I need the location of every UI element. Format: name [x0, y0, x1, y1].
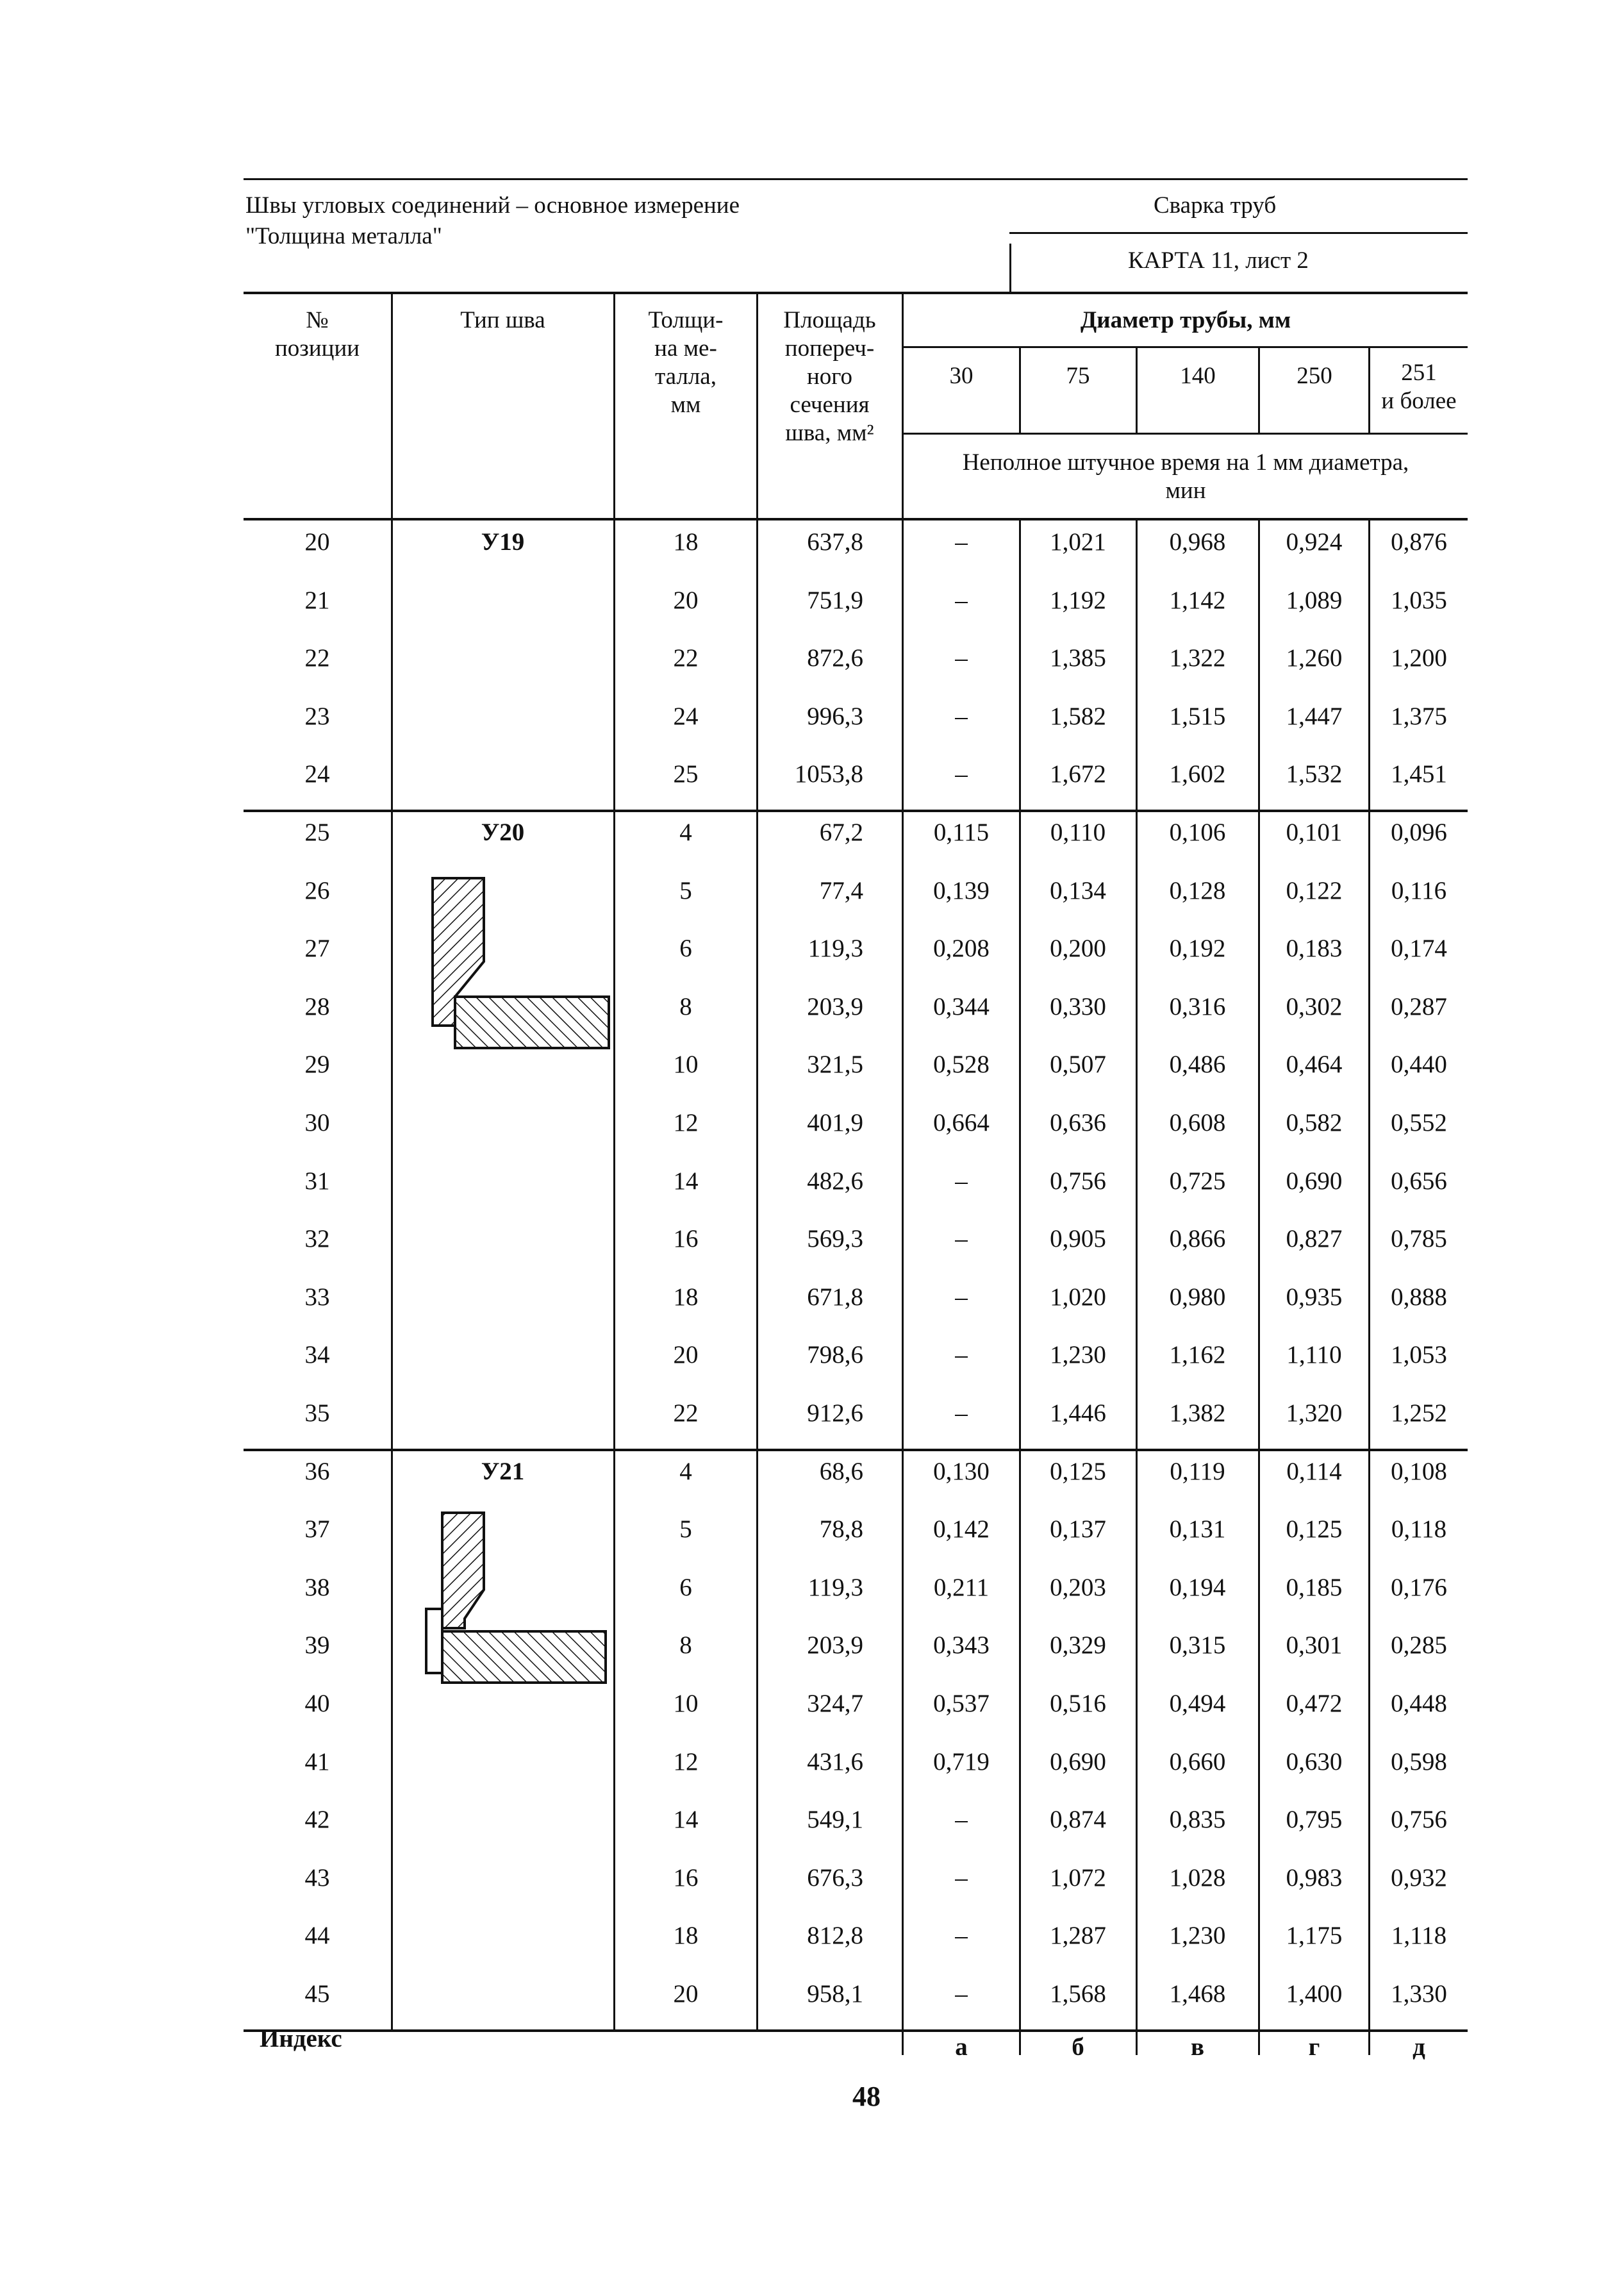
- time-note-rule: [904, 433, 1468, 435]
- column-rule: [613, 519, 615, 2029]
- row-time-value: 0,582: [1286, 1109, 1343, 1136]
- row-thickness: 20: [673, 1341, 699, 1369]
- vline-header-6: [1136, 346, 1138, 434]
- row-position: 43: [304, 1863, 330, 1892]
- row-time-value: –: [955, 528, 968, 556]
- row-time-value: –: [955, 644, 968, 672]
- row-time-value: 0,552: [1391, 1109, 1447, 1136]
- diameter-140: 140: [1180, 363, 1216, 389]
- row-thickness: 18: [673, 1922, 699, 1950]
- row-time-value: 0,142: [933, 1515, 990, 1544]
- row-position: 30: [304, 1109, 330, 1136]
- row-thickness: 18: [673, 1283, 699, 1311]
- row-time-value: 0,516: [1050, 1690, 1106, 1717]
- row-time-value: 0,200: [1050, 935, 1106, 963]
- row-thickness: 14: [673, 1167, 699, 1195]
- column-rule: [1258, 519, 1260, 2029]
- row-position: 37: [304, 1515, 330, 1544]
- row-time-value: 0,932: [1391, 1863, 1447, 1892]
- row-time-value: 0,192: [1169, 935, 1226, 963]
- row-time-value: –: [955, 702, 968, 730]
- weld-type-label: У20: [481, 819, 525, 846]
- row-time-value: 1,582: [1050, 702, 1106, 730]
- index-tick: [902, 2029, 904, 2055]
- row-position: 20: [304, 528, 330, 556]
- row-area: 482,6: [807, 1167, 863, 1195]
- row-time-value: 0,106: [1169, 819, 1226, 846]
- row-position: 28: [304, 992, 330, 1020]
- row-position: 36: [304, 1457, 330, 1485]
- row-time-value: 0,285: [1391, 1631, 1447, 1660]
- row-area: 203,9: [807, 992, 863, 1020]
- row-time-value: –: [955, 1863, 968, 1892]
- row-time-value: 1,322: [1169, 644, 1226, 672]
- weld-type-label: У21: [481, 1457, 525, 1485]
- row-time-value: 1,028: [1169, 1863, 1226, 1892]
- index-tick: [1258, 2029, 1260, 2055]
- row-time-value: 0,344: [933, 992, 990, 1020]
- index-letter: б: [1072, 2033, 1084, 2061]
- row-time-value: 0,464: [1286, 1051, 1343, 1079]
- row-time-value: 0,656: [1391, 1167, 1447, 1195]
- row-thickness: 20: [673, 586, 699, 614]
- row-time-value: 0,176: [1391, 1573, 1447, 1601]
- row-time-value: 0,208: [933, 935, 990, 963]
- row-area: 119,3: [808, 1573, 863, 1601]
- row-time-value: 0,983: [1286, 1863, 1343, 1892]
- row-area: 996,3: [807, 702, 863, 730]
- row-time-value: 0,110: [1050, 819, 1106, 846]
- row-time-value: 0,139: [933, 876, 990, 904]
- row-time-value: 0,486: [1169, 1051, 1226, 1079]
- weld-diagram-u21: [420, 1500, 612, 1699]
- row-time-value: 0,719: [933, 1747, 990, 1776]
- row-time-value: 0,660: [1169, 1747, 1226, 1776]
- row-thickness: 22: [673, 644, 699, 672]
- row-time-value: 1,230: [1169, 1922, 1226, 1950]
- row-position: 40: [304, 1690, 330, 1717]
- row-area: 431,6: [807, 1747, 863, 1776]
- row-time-value: 0,101: [1286, 819, 1343, 846]
- diameter-251-plus: 251 и более: [1381, 360, 1457, 414]
- row-time-value: 0,785: [1391, 1225, 1447, 1253]
- row-position: 44: [304, 1922, 330, 1950]
- row-position: 24: [304, 760, 330, 788]
- row-time-value: 0,287: [1391, 992, 1447, 1020]
- row-position: 38: [304, 1573, 330, 1601]
- row-time-value: 1,142: [1169, 586, 1226, 614]
- col-head-type: Тип шва: [460, 307, 545, 333]
- row-time-value: 1,602: [1169, 760, 1226, 788]
- row-time-value: 0,608: [1169, 1109, 1226, 1136]
- row-area: 912,6: [807, 1399, 863, 1427]
- row-time-value: 1,385: [1050, 644, 1106, 672]
- row-time-value: 0,118: [1391, 1515, 1447, 1544]
- card-divider-vertical: [1009, 244, 1011, 292]
- row-time-value: 0,866: [1169, 1225, 1226, 1253]
- row-time-value: 1,053: [1391, 1341, 1447, 1369]
- row-time-value: 1,672: [1050, 760, 1106, 788]
- row-time-value: 1,446: [1050, 1399, 1106, 1427]
- row-time-value: 0,827: [1286, 1225, 1343, 1253]
- col-head-thickness: Толщи- на ме- талла, мм: [648, 307, 724, 418]
- row-time-value: 0,980: [1169, 1283, 1226, 1311]
- row-time-value: 1,035: [1391, 586, 1447, 614]
- time-note: Неполное штучное время на 1 мм диаметра, мин: [962, 449, 1409, 504]
- row-time-value: –: [955, 1980, 968, 2008]
- row-time-value: 0,114: [1286, 1457, 1342, 1485]
- row-thickness: 20: [673, 1980, 699, 2008]
- row-time-value: 1,532: [1286, 760, 1343, 788]
- column-rule: [756, 519, 758, 2029]
- row-time-value: 0,795: [1286, 1806, 1343, 1834]
- row-position: 42: [304, 1806, 330, 1834]
- row-position: 35: [304, 1399, 330, 1427]
- row-position: 23: [304, 702, 330, 730]
- row-position: 33: [304, 1283, 330, 1311]
- vline-header-3: [756, 292, 758, 519]
- row-time-value: 0,125: [1050, 1457, 1106, 1485]
- row-thickness: 18: [673, 528, 699, 556]
- diameter-75: 75: [1066, 363, 1090, 389]
- row-time-value: 1,320: [1286, 1399, 1343, 1427]
- row-time-value: 1,330: [1391, 1980, 1447, 2008]
- row-thickness: 22: [673, 1399, 699, 1427]
- row-time-value: 0,119: [1170, 1457, 1225, 1485]
- column-rule: [902, 519, 904, 2029]
- diameter-250: 250: [1297, 363, 1332, 389]
- column-rule: [391, 519, 393, 2029]
- row-position: 27: [304, 935, 330, 963]
- row-time-value: 0,630: [1286, 1747, 1343, 1776]
- weld-type-label: У19: [481, 528, 525, 556]
- row-thickness: 4: [679, 819, 692, 846]
- row-time-value: 1,260: [1286, 644, 1343, 672]
- row-area: 812,8: [807, 1922, 863, 1950]
- row-time-value: 0,128: [1169, 876, 1226, 904]
- row-time-value: 0,302: [1286, 992, 1343, 1020]
- row-time-value: –: [955, 760, 968, 788]
- row-time-value: 1,451: [1391, 760, 1447, 788]
- page-number: 48: [852, 2081, 881, 2112]
- col-head-diameter: Диаметр трубы, мм: [1080, 307, 1291, 333]
- row-time-value: 1,110: [1286, 1341, 1342, 1369]
- row-time-value: 1,515: [1169, 702, 1226, 730]
- row-time-value: 1,162: [1169, 1341, 1226, 1369]
- row-time-value: 0,125: [1286, 1515, 1343, 1544]
- row-area: 1053,8: [794, 760, 863, 788]
- row-time-value: 0,343: [933, 1631, 990, 1660]
- row-area: 67,2: [819, 819, 863, 846]
- row-time-value: 0,690: [1286, 1167, 1343, 1195]
- row-area: 676,3: [807, 1863, 863, 1892]
- row-time-value: 0,130: [933, 1457, 990, 1485]
- row-area: 671,8: [807, 1283, 863, 1311]
- row-time-value: 1,568: [1050, 1980, 1106, 2008]
- vline-header-7: [1258, 346, 1260, 434]
- column-rule: [1136, 519, 1138, 2029]
- row-time-value: 0,664: [933, 1109, 990, 1136]
- row-time-value: 1,382: [1169, 1399, 1226, 1427]
- row-time-value: 0,968: [1169, 528, 1226, 556]
- row-time-value: 0,134: [1050, 876, 1106, 904]
- row-time-value: 1,020: [1050, 1283, 1106, 1311]
- row-time-value: 0,194: [1169, 1573, 1226, 1601]
- row-time-value: –: [955, 1399, 968, 1427]
- row-thickness: 4: [679, 1457, 692, 1485]
- row-time-value: 0,905: [1050, 1225, 1106, 1253]
- row-time-value: 0,203: [1050, 1573, 1106, 1601]
- row-time-value: 0,174: [1391, 935, 1447, 963]
- row-time-value: 0,211: [933, 1573, 990, 1601]
- row-time-value: 1,072: [1050, 1863, 1106, 1892]
- row-area: 203,9: [807, 1631, 863, 1660]
- row-time-value: 0,472: [1286, 1690, 1343, 1717]
- vline-header-2: [613, 292, 615, 519]
- row-area: 68,6: [819, 1457, 863, 1485]
- vline-header-4: [902, 292, 904, 519]
- row-thickness: 16: [673, 1863, 699, 1892]
- vline-header-5: [1019, 346, 1021, 434]
- row-time-value: 0,330: [1050, 992, 1106, 1020]
- vline-header-1: [391, 292, 393, 519]
- row-time-value: 0,108: [1391, 1457, 1447, 1485]
- row-position: 22: [304, 644, 330, 672]
- row-time-value: 1,175: [1286, 1922, 1343, 1950]
- row-time-value: 0,185: [1286, 1573, 1343, 1601]
- row-thickness: 24: [673, 702, 699, 730]
- weld-diagram-u20: [420, 865, 612, 1058]
- row-time-value: 0,924: [1286, 528, 1343, 556]
- row-position: 45: [304, 1980, 330, 2008]
- row-area: 549,1: [807, 1806, 863, 1834]
- row-time-value: 0,537: [933, 1690, 990, 1717]
- row-time-value: 1,468: [1169, 1980, 1226, 2008]
- row-position: 34: [304, 1341, 330, 1369]
- row-time-value: 1,089: [1286, 586, 1343, 614]
- row-time-value: 1,400: [1286, 1980, 1343, 2008]
- row-time-value: 0,888: [1391, 1283, 1447, 1311]
- index-letter: а: [955, 2033, 968, 2061]
- row-thickness: 10: [673, 1690, 699, 1717]
- row-time-value: 1,287: [1050, 1922, 1106, 1950]
- row-time-value: 0,315: [1169, 1631, 1226, 1660]
- card-section-title: Сварка труб: [1154, 192, 1277, 219]
- row-area: 401,9: [807, 1109, 863, 1136]
- group-rule: [244, 1449, 1468, 1451]
- row-time-value: 0,448: [1391, 1690, 1447, 1717]
- row-time-value: 0,507: [1050, 1051, 1106, 1079]
- row-time-value: 0,131: [1169, 1515, 1226, 1544]
- row-time-value: 0,876: [1391, 528, 1447, 556]
- column-rule: [1019, 519, 1021, 2029]
- row-time-value: 0,301: [1286, 1631, 1343, 1660]
- index-letter: в: [1190, 2033, 1205, 2061]
- row-time-value: 0,756: [1391, 1806, 1447, 1834]
- row-position: 39: [304, 1631, 330, 1660]
- row-position: 26: [304, 876, 330, 904]
- index-label: Индекс: [260, 2025, 342, 2052]
- index-tick: [1136, 2029, 1138, 2055]
- row-time-value: 0,137: [1050, 1515, 1106, 1544]
- row-area: 119,3: [808, 935, 863, 963]
- diameter-rule: [904, 346, 1468, 348]
- top-rule: [244, 178, 1468, 180]
- row-area: 872,6: [807, 644, 863, 672]
- row-time-value: 0,636: [1050, 1109, 1106, 1136]
- index-tick: [1368, 2029, 1370, 2055]
- row-area: 324,7: [807, 1690, 863, 1717]
- index-letter: г: [1308, 2033, 1320, 2061]
- row-position: 31: [304, 1167, 330, 1195]
- row-area: 569,3: [807, 1225, 863, 1253]
- row-thickness: 14: [673, 1806, 699, 1834]
- row-time-value: 0,756: [1050, 1167, 1106, 1195]
- row-time-value: 1,192: [1050, 586, 1106, 614]
- row-time-value: 1,252: [1391, 1399, 1447, 1427]
- row-thickness: 8: [679, 1631, 692, 1660]
- row-thickness: 16: [673, 1225, 699, 1253]
- row-time-value: –: [955, 1341, 968, 1369]
- row-area: 77,4: [819, 876, 863, 904]
- row-area: 78,8: [819, 1515, 863, 1544]
- row-position: 32: [304, 1225, 330, 1253]
- row-time-value: 0,835: [1169, 1806, 1226, 1834]
- row-position: 21: [304, 586, 330, 614]
- row-time-value: 0,115: [933, 819, 990, 846]
- row-thickness: 25: [673, 760, 699, 788]
- card-title-line1: Швы угловых соединений – основное измерение: [245, 192, 740, 219]
- header-bottom-rule: [244, 518, 1468, 520]
- vline-header-8: [1368, 346, 1370, 434]
- row-time-value: 0,528: [933, 1051, 990, 1079]
- column-rule: [1368, 519, 1370, 2029]
- diameter-30: 30: [949, 363, 974, 389]
- row-time-value: –: [955, 586, 968, 614]
- row-thickness: 5: [679, 876, 692, 904]
- row-time-value: 1,200: [1391, 644, 1447, 672]
- row-time-value: 0,935: [1286, 1283, 1343, 1311]
- row-time-value: –: [955, 1283, 968, 1311]
- row-time-value: 0,329: [1050, 1631, 1106, 1660]
- row-area: 958,1: [807, 1980, 863, 2008]
- row-time-value: 0,440: [1391, 1051, 1447, 1079]
- row-area: 798,6: [807, 1341, 863, 1369]
- row-time-value: 0,316: [1169, 992, 1226, 1020]
- row-time-value: 0,183: [1286, 935, 1343, 963]
- row-time-value: –: [955, 1167, 968, 1195]
- row-thickness: 6: [679, 1573, 692, 1601]
- row-time-value: 0,494: [1169, 1690, 1226, 1717]
- row-area: 751,9: [807, 586, 863, 614]
- col-head-position: № позиции: [274, 307, 360, 362]
- row-time-value: 0,598: [1391, 1747, 1447, 1776]
- row-thickness: 6: [679, 935, 692, 963]
- row-time-value: 0,096: [1391, 819, 1447, 846]
- row-thickness: 10: [673, 1051, 699, 1079]
- row-time-value: 1,118: [1391, 1922, 1447, 1950]
- row-time-value: 0,116: [1391, 876, 1447, 904]
- row-thickness: 5: [679, 1515, 692, 1544]
- row-time-value: 1,230: [1050, 1341, 1106, 1369]
- row-time-value: –: [955, 1806, 968, 1834]
- row-time-value: 0,690: [1050, 1747, 1106, 1776]
- row-time-value: –: [955, 1922, 968, 1950]
- row-time-value: –: [955, 1225, 968, 1253]
- row-time-value: 0,122: [1286, 876, 1343, 904]
- index-letter: д: [1413, 2033, 1425, 2061]
- row-area: 637,8: [807, 528, 863, 556]
- row-thickness: 8: [679, 992, 692, 1020]
- row-time-value: 1,447: [1286, 702, 1343, 730]
- table-top-rule: [244, 292, 1468, 294]
- card-number: КАРТА 11, лист 2: [1128, 247, 1309, 274]
- card-title-line2: "Толщина металла": [245, 223, 442, 249]
- row-position: 25: [304, 819, 330, 846]
- row-thickness: 12: [673, 1747, 699, 1776]
- card-divider-rule: [1009, 232, 1468, 234]
- row-thickness: 12: [673, 1109, 699, 1136]
- row-time-value: 0,874: [1050, 1806, 1106, 1834]
- row-position: 41: [304, 1747, 330, 1776]
- row-area: 321,5: [807, 1051, 863, 1079]
- col-head-area: Площадь попереч- ного сечения шва, мм²: [783, 307, 876, 446]
- row-time-value: 0,725: [1169, 1167, 1226, 1195]
- row-time-value: 1,375: [1391, 702, 1447, 730]
- group-rule: [244, 810, 1468, 812]
- row-position: 29: [304, 1051, 330, 1079]
- index-tick: [1019, 2029, 1021, 2055]
- row-time-value: 1,021: [1050, 528, 1106, 556]
